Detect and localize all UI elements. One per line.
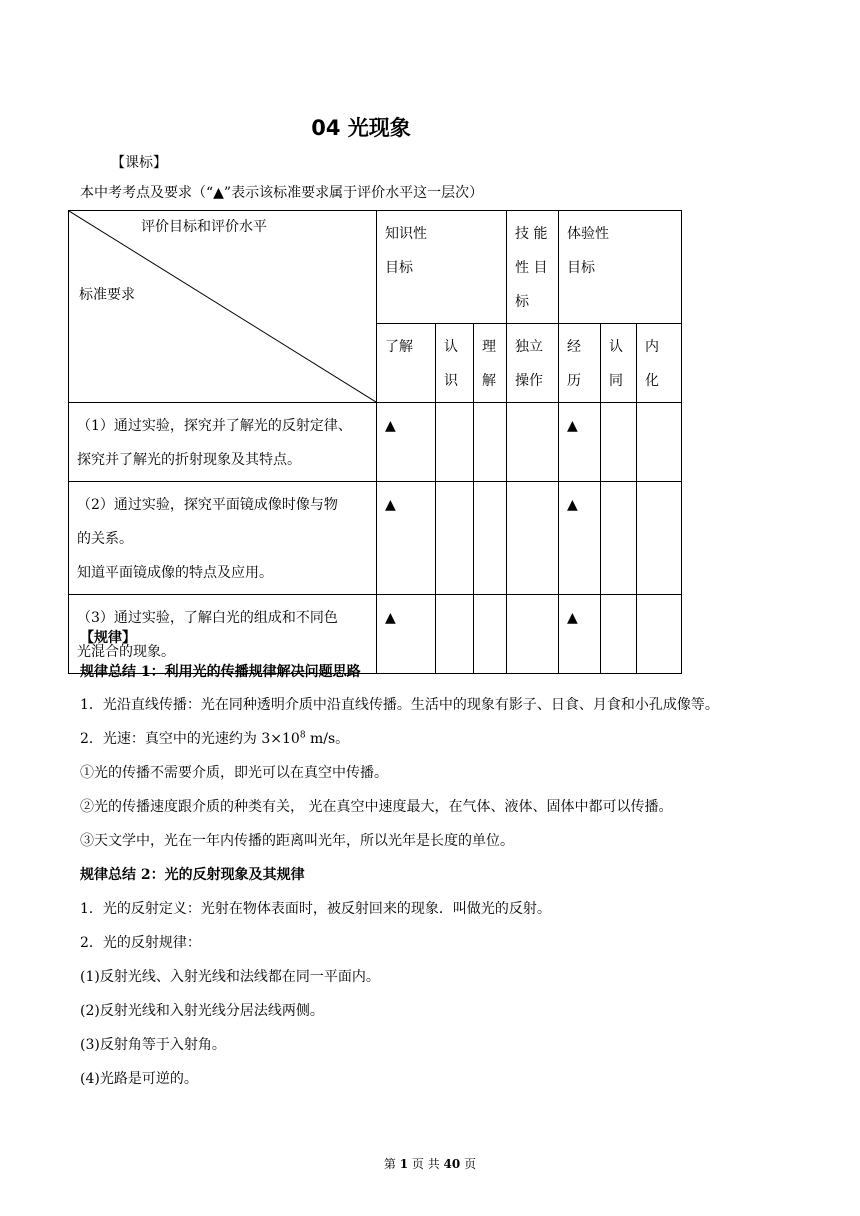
footer-post: 页 (460, 1157, 477, 1171)
summary2-p1: 1．光的反射定义：光射在物体表面时，被反射回来的现象．叫做光的反射。 (80, 901, 551, 917)
row3-line1: （3）通过实验，了解白光的组成和不同色 (77, 610, 338, 626)
sub-renshi-1: 认 (444, 339, 458, 355)
summary2-p3: (1)反射光线、入射光线和法线都在同一平面内。 (80, 969, 380, 985)
sub-renshi-2: 识 (444, 373, 458, 389)
triangle-mark: ▲ (567, 610, 578, 626)
sub-jingli-2: 历 (567, 373, 582, 389)
diag-bottom-label: 标准要求 (79, 287, 135, 303)
empty-cell (474, 482, 507, 595)
standards-table (68, 210, 682, 674)
empty-cell (507, 482, 559, 595)
sub-rentong-2: 同 (609, 373, 624, 389)
row2-text (69, 482, 377, 595)
empty-cell (436, 482, 474, 595)
empty-cell (474, 403, 507, 482)
row2-line1: （2）通过实验，探究平面镜成像时像与物 (77, 497, 338, 513)
row1-mark-liaojie (377, 403, 436, 482)
summary2-p4: (2)反射光线和入射光线分居法线两侧。 (80, 1003, 324, 1019)
summary1-p4: ②光的传播速度跟介质的种类有关， 光在真空中速度最大，在气体、液体、固体中都可以传播。 (80, 799, 673, 815)
triangle-mark: ▲ (567, 418, 578, 434)
header-jineng-line2: 性 目 (515, 260, 548, 276)
row3-mark-jingli (559, 595, 601, 674)
row1-mark-jingli (559, 403, 601, 482)
empty-cell (601, 595, 637, 674)
summary2-heading: 规律总结 2：光的反射现象及其规律 (80, 867, 305, 883)
empty-cell (601, 482, 637, 595)
header-zhishi-line2: 目标 (385, 260, 413, 276)
sub-duli-2: 操作 (515, 373, 544, 389)
summary1-p3: ①光的传播不需要介质，即光可以在真空中传播。 (80, 765, 388, 781)
table-row (69, 403, 682, 482)
header-jineng (507, 211, 559, 324)
page-footer (0, 1155, 860, 1172)
triangle-mark: ▲ (385, 610, 396, 626)
diagonal-header-cell (69, 211, 377, 403)
section-kebiao: 【课标】 (111, 155, 167, 171)
row1-line2: 探究并了解光的折射现象及其特点。 (77, 452, 301, 468)
section-guilv: 【规律】 (80, 630, 136, 646)
header-tiyan-line1: 体验性 (567, 226, 610, 242)
empty-cell (507, 403, 559, 482)
triangle-mark: ▲ (385, 497, 396, 513)
summary1-heading: 规律总结 1：利用光的传播规律解决问题思路 (80, 664, 361, 680)
row2-mark-liaojie (377, 482, 436, 595)
exponent: 8 (299, 730, 306, 741)
empty-cell (436, 403, 474, 482)
sub-lijie (474, 324, 507, 403)
row2-line2: 的关系。 (77, 531, 133, 547)
empty-cell (507, 595, 559, 674)
row1-line1: （1）通过实验，探究并了解光的反射定律、 (77, 418, 352, 434)
triangle-mark: ▲ (385, 418, 396, 434)
sub-jingli (559, 324, 601, 403)
table-row (69, 482, 682, 595)
empty-cell (601, 403, 637, 482)
footer-pre: 第 (383, 1157, 400, 1171)
unit-text: m/s。 (305, 731, 350, 747)
diag-top-label: 评价目标和评价水平 (141, 219, 267, 235)
sub-neihua-2: 化 (645, 373, 660, 389)
light-speed-text: 2．光速：真空中的光速约为 3×10 (80, 731, 300, 747)
sub-neihua (637, 324, 682, 403)
empty-cell (474, 595, 507, 674)
summary2-p6: (4)光路是可逆的。 (80, 1071, 198, 1087)
sub-neihua-1: 内 (645, 339, 660, 355)
row3-mark-liaojie (377, 595, 436, 674)
header-zhishi-line1: 知识性 (385, 226, 427, 242)
intro-text: 本中考考点及要求（“▲”表示该标准要求属于评价水平这一层次） (80, 185, 484, 201)
triangle-mark: ▲ (567, 497, 578, 513)
row1-text (69, 403, 377, 482)
page-number: 1 (399, 1157, 409, 1171)
empty-cell (637, 595, 682, 674)
header-tiyan-line2: 目标 (567, 260, 596, 276)
summary2-p2: 2．光的反射规律： (80, 935, 201, 951)
sub-liaojie-text: 了解 (385, 339, 413, 355)
sub-duli-1: 独立 (515, 339, 544, 355)
header-zhishi (377, 211, 507, 324)
row2-line3: 知道平面镜成像的特点及应用。 (77, 565, 273, 581)
summary1-p5: ③天文学中，光在一年内传播的距离叫光年，所以光年是长度的单位。 (80, 833, 514, 849)
header-jineng-line3: 标 (515, 294, 530, 310)
sub-rentong (601, 324, 637, 403)
header-jineng-line1: 技 能 (515, 226, 548, 242)
row3-line2: 光混合的现象。 (77, 644, 175, 660)
sub-renshi (436, 324, 474, 403)
row2-mark-jingli (559, 482, 601, 595)
sub-liaojie (377, 324, 436, 403)
header-tiyan (559, 211, 682, 324)
empty-cell (436, 595, 474, 674)
summary2-p5: (3)反射角等于入射角。 (80, 1037, 226, 1053)
empty-cell (637, 482, 682, 595)
sub-lijie-2: 解 (482, 373, 496, 389)
summary1-p2 (80, 728, 349, 748)
sub-duli (507, 324, 559, 403)
sub-lijie-1: 理 (482, 339, 496, 355)
sub-rentong-1: 认 (609, 339, 624, 355)
empty-cell (637, 403, 682, 482)
footer-mid: 页 共 (408, 1157, 444, 1171)
page-total: 40 (443, 1157, 461, 1171)
page-title: 04 光现象 (311, 116, 411, 140)
sub-jingli-1: 经 (567, 339, 582, 355)
summary1-p1: 1．光沿直线传播：光在同种透明介质中沿直线传播。生活中的现象有影子、日食、月食和小孔成像等。 (80, 697, 719, 713)
